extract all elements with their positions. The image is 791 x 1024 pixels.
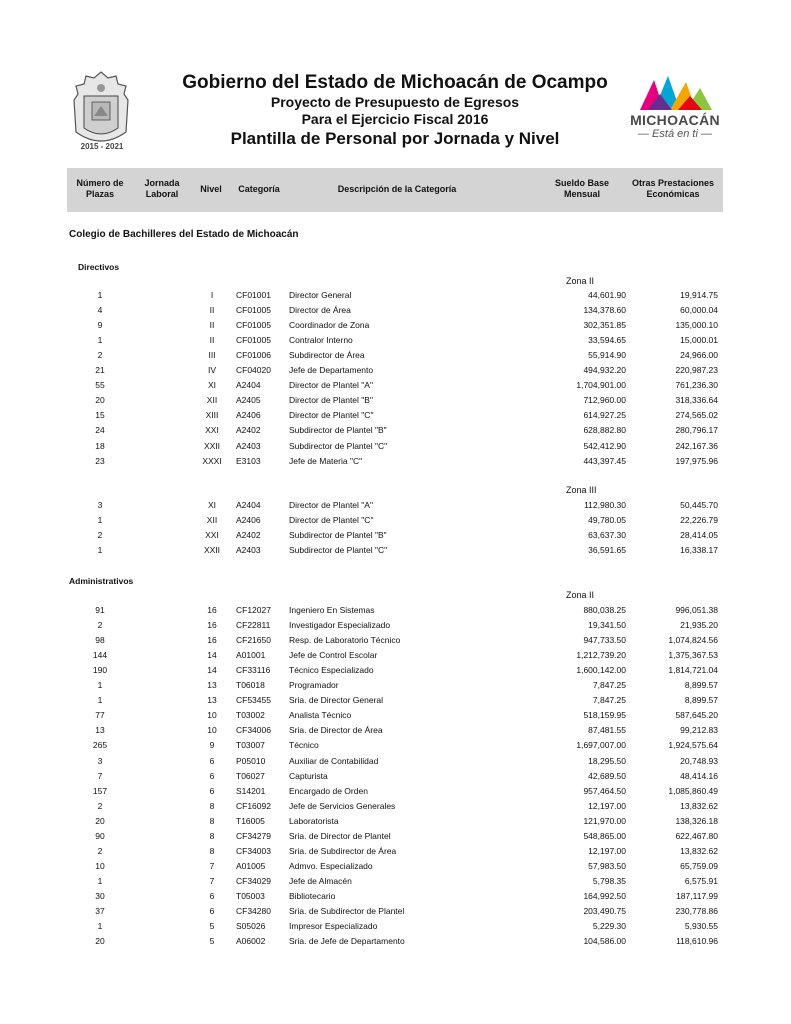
logo-tagline: — Está en ti — — [638, 128, 712, 140]
cell-descripcion: Bibliotecario — [289, 890, 336, 901]
cell-plazas: 1 — [97, 921, 103, 932]
cell-categoria: T05003 — [236, 890, 265, 901]
column-header-otras: Otras Prestaciones Económicas — [631, 178, 715, 199]
table-row — [0, 694, 791, 709]
cell-plazas: 190 — [92, 665, 108, 676]
cell-sueldo: 712,960.00 — [583, 395, 626, 406]
cell-categoria: A2403 — [236, 545, 261, 556]
cell-descripcion: Sria. de Jefe de Departamento — [289, 936, 405, 947]
cell-sueldo: 628,882.80 — [583, 425, 626, 436]
cell-categoria: CF01005 — [236, 320, 271, 331]
cell-otras: 28,414.05 — [680, 530, 718, 541]
cell-descripcion: Impresor Especializado — [289, 921, 378, 932]
cell-sueldo: 302,351.85 — [583, 320, 626, 331]
cell-categoria: CF53455 — [236, 695, 271, 706]
cell-descripcion: Encargado de Orden — [289, 785, 368, 796]
cell-categoria: A2402 — [236, 425, 261, 436]
cell-otras: 280,796.17 — [675, 425, 718, 436]
cell-plazas: 265 — [92, 740, 108, 751]
cell-nivel: XII — [206, 515, 218, 526]
cell-plazas: 4 — [97, 305, 103, 316]
table-row — [0, 664, 791, 679]
logo-wordmark: MICHOACÁN — [630, 112, 720, 128]
cell-otras: 587,645.20 — [675, 710, 718, 721]
cell-otras: 5,930.55 — [684, 921, 718, 932]
cell-plazas: 15 — [95, 410, 105, 421]
column-header-jornada: Jornada Laboral — [144, 178, 180, 199]
cell-plazas: 2 — [97, 350, 103, 361]
cell-sueldo: 957,464.50 — [583, 785, 626, 796]
table-row — [0, 860, 791, 875]
table-row — [0, 709, 791, 724]
cell-descripcion: Analista Técnico — [289, 710, 352, 721]
cell-categoria: T06027 — [236, 770, 265, 781]
cell-plazas: 90 — [95, 830, 105, 841]
cell-plazas: 98 — [95, 635, 105, 646]
cell-descripcion: Técnico Especializado — [289, 665, 374, 676]
cell-descripcion: Programador — [289, 680, 339, 691]
cell-categoria: A06002 — [236, 936, 266, 947]
cell-sueldo: 1,600,142.00 — [576, 665, 626, 676]
cell-categoria: A2406 — [236, 410, 261, 421]
cell-descripcion: Jefe de Departamento — [289, 365, 374, 376]
cell-sueldo: 5,798.35 — [592, 875, 626, 886]
cell-sueldo: 1,697,007.00 — [576, 740, 626, 751]
column-header-band — [67, 168, 723, 212]
cell-sueldo: 614,927.25 — [583, 410, 626, 421]
cell-sueldo: 542,412.90 — [583, 440, 626, 451]
cell-otras: 60,000.04 — [680, 305, 718, 316]
cell-otras: 1,375,367.53 — [668, 650, 718, 661]
cell-descripcion: Sria. de Subdirector de Área — [289, 845, 397, 856]
cell-plazas: 20 — [95, 815, 105, 826]
cell-categoria: A2402 — [236, 530, 261, 541]
table-row — [0, 604, 791, 619]
cell-otras: 761,236.30 — [675, 380, 718, 391]
table-row — [0, 649, 791, 664]
cell-plazas: 1 — [97, 695, 103, 706]
cell-descripcion: Jefe de Servicios Generales — [289, 800, 396, 811]
table-row — [0, 394, 791, 409]
cell-sueldo: 203,490.75 — [583, 906, 626, 916]
cell-categoria: E3103 — [236, 455, 261, 466]
cell-sueldo: 112,980.30 — [584, 500, 626, 510]
section-label-directivos: Directivos — [78, 262, 120, 272]
cell-sueldo: 518,159.95 — [583, 710, 626, 721]
zone-label: Zona III — [566, 485, 597, 495]
cell-otras: 242,167.36 — [675, 440, 718, 451]
cell-descripcion: Subdirector de Plantel "C" — [289, 440, 388, 451]
table-row — [0, 409, 791, 424]
cell-nivel: XXII — [203, 545, 221, 556]
cell-descripcion: Director de Plantel "A" — [289, 380, 373, 391]
cell-nivel: 8 — [209, 845, 215, 856]
cell-sueldo: 87,481.55 — [588, 725, 626, 736]
zone-label: Zona II — [566, 276, 595, 286]
cell-categoria: CF33116 — [236, 665, 271, 676]
cell-otras: 21,935.20 — [680, 620, 718, 631]
cell-categoria: A2405 — [236, 395, 261, 406]
cell-nivel: 10 — [207, 710, 217, 721]
cell-plazas: 13 — [95, 725, 105, 736]
cell-otras: 230,778.86 — [675, 906, 718, 916]
cell-otras: 622,467.80 — [675, 830, 718, 841]
cell-categoria: CF01001 — [236, 290, 271, 300]
cell-sueldo: 104,586.00 — [583, 936, 626, 947]
institution-name: Colegio de Bachilleres del Estado de Michoacán — [69, 229, 299, 240]
cell-plazas: 1 — [97, 875, 103, 886]
section-label-administrativos: Administrativos — [69, 576, 134, 586]
cell-nivel: 16 — [207, 605, 217, 615]
cell-otras: 318,336.64 — [675, 395, 718, 406]
cell-nivel: 8 — [209, 815, 215, 826]
cell-nivel: II — [209, 305, 215, 316]
cell-plazas: 2 — [97, 530, 103, 541]
cell-categoria: A01005 — [236, 860, 266, 871]
table-row — [0, 349, 791, 364]
cell-plazas: 10 — [95, 860, 105, 871]
cell-descripcion: Coordinador de Zona — [289, 320, 370, 331]
cell-otras: 99,212.83 — [680, 725, 718, 736]
cell-otras: 187,117.99 — [676, 890, 718, 901]
cell-nivel: 13 — [207, 680, 217, 691]
cell-nivel: 5 — [209, 936, 215, 947]
table-row — [0, 529, 791, 544]
cell-sueldo: 7,847.25 — [592, 680, 626, 691]
cell-categoria: CF12027 — [236, 605, 271, 615]
cell-otras: 6,575.91 — [684, 875, 718, 886]
table-row — [0, 890, 791, 905]
document-header — [150, 72, 640, 150]
cell-sueldo: 63,637.30 — [588, 530, 626, 541]
cell-otras: 197,975.96 — [675, 455, 718, 466]
table-row — [0, 875, 791, 890]
cell-nivel: 8 — [209, 830, 215, 841]
cell-categoria: A2406 — [236, 515, 261, 526]
table-row — [0, 785, 791, 800]
table-row — [0, 619, 791, 634]
cell-plazas: 1 — [97, 515, 103, 526]
cell-otras: 22,226.79 — [680, 515, 718, 526]
cell-nivel: XI — [207, 500, 217, 510]
cell-sueldo: 548,865.00 — [583, 830, 626, 841]
cell-plazas: 3 — [97, 500, 103, 510]
cell-categoria: CF34280 — [236, 906, 271, 916]
cell-plazas: 7 — [97, 770, 103, 781]
table-row — [0, 304, 791, 319]
cell-plazas: 3 — [97, 755, 103, 766]
cell-otras: 65,759.09 — [680, 860, 718, 871]
cell-categoria: A2404 — [236, 500, 261, 510]
cell-nivel: 6 — [209, 755, 215, 766]
cell-nivel: 6 — [209, 906, 215, 916]
cell-categoria: CF34003 — [236, 845, 271, 856]
cell-otras: 1,814,721.04 — [668, 665, 718, 676]
table-row — [0, 770, 791, 785]
cell-nivel: XI — [207, 380, 217, 391]
cell-plazas: 9 — [97, 320, 103, 331]
cell-descripcion: Subdirector de Plantel "C" — [289, 545, 388, 556]
cell-otras: 24,966.00 — [680, 350, 718, 361]
cell-plazas: 37 — [95, 906, 105, 916]
cell-otras: 135,000.10 — [675, 320, 718, 331]
cell-categoria: CF34279 — [236, 830, 271, 841]
cell-plazas: 1 — [97, 290, 103, 300]
cell-nivel: 9 — [209, 740, 215, 751]
cell-categoria: CF22811 — [236, 620, 271, 631]
cell-categoria: T03002 — [236, 710, 265, 721]
cell-categoria: T06018 — [236, 680, 265, 691]
cell-otras: 20,748.93 — [680, 755, 718, 766]
cell-nivel: IV — [207, 365, 217, 376]
table-row — [0, 289, 791, 304]
cell-nivel: 6 — [209, 785, 215, 796]
cell-plazas: 1 — [97, 545, 103, 556]
cell-sueldo: 134,378.60 — [583, 305, 626, 316]
cell-sueldo: 12,197.00 — [588, 845, 626, 856]
cell-otras: 8,899.57 — [684, 680, 718, 691]
cell-nivel: XXI — [205, 530, 219, 541]
cell-plazas: 55 — [95, 380, 105, 391]
cell-otras: 8,899.57 — [684, 695, 718, 706]
cell-sueldo: 7,847.25 — [592, 695, 626, 706]
cell-sueldo: 36,591.65 — [588, 545, 626, 556]
table-row — [0, 800, 791, 815]
page-subtitle-2: Para el Ejercicio Fiscal 2016 — [301, 111, 489, 127]
cell-categoria: A01001 — [236, 650, 266, 661]
cell-otras: 50,445.70 — [680, 500, 718, 510]
table-row — [0, 514, 791, 529]
cell-categoria: T03007 — [236, 740, 265, 751]
cell-nivel: 6 — [209, 890, 215, 901]
cell-categoria: CF34029 — [236, 875, 271, 886]
cell-sueldo: 49,780.05 — [588, 515, 626, 526]
cell-plazas: 91 — [95, 605, 105, 615]
cell-plazas: 1 — [97, 335, 103, 346]
cell-otras: 19,914.75 — [680, 290, 718, 300]
table-row — [0, 379, 791, 394]
cell-descripcion: Capturista — [289, 770, 328, 781]
cell-plazas: 21 — [95, 365, 105, 376]
cell-otras: 13,832.62 — [680, 845, 718, 856]
cell-plazas: 2 — [97, 800, 103, 811]
cell-sueldo: 880,038.25 — [583, 605, 626, 615]
cell-descripcion: Sria. de Director General — [289, 695, 384, 706]
cell-nivel: 13 — [207, 695, 217, 706]
table-row — [0, 755, 791, 770]
cell-sueldo: 55,914.90 — [588, 350, 626, 361]
cell-descripcion: Auxiliar de Contabilidad — [289, 755, 379, 766]
cell-categoria: CF34006 — [236, 725, 271, 736]
zone-label: Zona II — [566, 590, 595, 600]
cell-categoria: CF01006 — [236, 350, 271, 361]
cell-categoria: S14201 — [236, 785, 266, 796]
cell-categoria: A2404 — [236, 380, 261, 391]
table-row — [0, 920, 791, 935]
cell-nivel: III — [208, 350, 216, 361]
cell-otras: 220,987.23 — [675, 365, 718, 376]
cell-otras: 13,832.62 — [680, 800, 718, 811]
cell-descripcion: Sria. de Director de Área — [289, 725, 383, 736]
table-row — [0, 634, 791, 649]
cell-nivel: XXII — [203, 440, 221, 451]
cell-descripcion: Resp. de Laboratorio Técnico — [289, 635, 401, 646]
cell-otras: 1,085,860.49 — [668, 785, 718, 796]
cell-plazas: 77 — [95, 710, 105, 721]
page-subtitle-3: Plantilla de Personal por Jornada y Nivel — [230, 129, 560, 148]
column-header-sueldo: Sueldo Base Mensual — [554, 178, 610, 199]
cell-sueldo: 44,601.90 — [588, 290, 626, 300]
cell-plazas: 144 — [92, 650, 108, 661]
table-row — [0, 440, 791, 455]
table-row — [0, 830, 791, 845]
cell-sueldo: 18,295.50 — [588, 755, 626, 766]
cell-descripcion: Director General — [289, 290, 352, 300]
cell-sueldo: 33,594.65 — [588, 335, 626, 346]
table-row — [0, 845, 791, 860]
cell-sueldo: 5,229.30 — [592, 921, 626, 932]
cell-categoria: P05010 — [236, 755, 266, 766]
table-row — [0, 679, 791, 694]
cell-sueldo: 57,983.50 — [588, 860, 626, 871]
cell-plazas: 2 — [97, 620, 103, 631]
cell-nivel: 7 — [209, 875, 215, 886]
cell-sueldo: 121,970.00 — [583, 815, 626, 826]
cell-categoria: T16005 — [236, 815, 265, 826]
cell-descripcion: Técnico — [289, 740, 319, 751]
cell-nivel: XXXI — [202, 455, 222, 466]
cell-sueldo: 19,341.50 — [588, 620, 626, 631]
table-row — [0, 739, 791, 754]
cell-descripcion: Director de Área — [289, 305, 351, 316]
table-row — [0, 544, 791, 559]
table-row — [0, 815, 791, 830]
cell-descripcion: Director de Plantel "A" — [289, 500, 373, 510]
cell-sueldo: 164,992.50 — [583, 890, 626, 901]
cell-descripcion: Laboratorista — [289, 815, 339, 826]
table-row — [0, 905, 791, 920]
cell-plazas: 20 — [95, 936, 105, 947]
cell-descripcion: Jefe de Almacén — [289, 875, 352, 886]
cell-sueldo: 494,932.20 — [583, 365, 626, 376]
column-header-plazas: Número de Plazas — [76, 178, 124, 199]
cell-otras: 48,414.16 — [680, 770, 718, 781]
table-row — [0, 455, 791, 470]
cell-categoria: S05026 — [236, 921, 266, 932]
cell-descripcion: Admvo. Especializado — [289, 860, 373, 871]
cell-nivel: 6 — [209, 770, 215, 781]
cell-categoria: CF16092 — [236, 800, 271, 811]
cell-nivel: 16 — [207, 635, 217, 646]
cell-plazas: 24 — [95, 425, 105, 436]
cell-nivel: I — [210, 290, 214, 300]
cell-otras: 16,338.17 — [680, 545, 718, 556]
cell-categoria: CF21650 — [236, 635, 271, 646]
cell-descripcion: Sria. de Subdirector de Plantel — [289, 906, 405, 916]
cell-nivel: XII — [206, 395, 218, 406]
cell-sueldo: 42,689.50 — [588, 770, 626, 781]
cell-plazas: 18 — [95, 440, 105, 451]
cell-sueldo: 443,397.45 — [583, 455, 626, 466]
cell-otras: 996,051.38 — [675, 605, 718, 615]
table-row — [0, 724, 791, 739]
cell-otras: 274,565.02 — [675, 410, 718, 421]
cell-categoria: CF01005 — [236, 335, 271, 346]
cell-nivel: II — [209, 335, 215, 346]
cell-descripcion: Director de Plantel "B" — [289, 395, 373, 406]
table-row — [0, 334, 791, 349]
cell-otras: 15,000.01 — [680, 335, 718, 346]
cell-nivel: 8 — [209, 800, 215, 811]
cell-sueldo: 1,212,739.20 — [576, 650, 626, 661]
cell-nivel: 5 — [209, 921, 215, 932]
cell-sueldo: 12,197.00 — [588, 800, 626, 811]
column-header-categoria: Categoría — [238, 184, 280, 194]
table-row — [0, 935, 791, 950]
cell-descripcion: Subdirector de Área — [289, 350, 365, 361]
cell-nivel: 14 — [207, 650, 217, 661]
cell-nivel: XXI — [205, 425, 219, 436]
cell-otras: 1,924,575.64 — [668, 740, 718, 751]
column-header-nivel: Nivel — [200, 184, 222, 194]
cell-categoria: CF04020 — [236, 365, 271, 376]
cell-nivel: 16 — [207, 620, 217, 631]
cell-descripcion: Investigador Especializado — [289, 620, 391, 631]
cell-nivel: 10 — [207, 725, 217, 736]
cell-nivel: II — [209, 320, 215, 331]
cell-nivel: 14 — [207, 665, 217, 676]
cell-descripcion: Subdirector de Plantel "B" — [289, 425, 387, 436]
cell-plazas: 20 — [95, 395, 105, 406]
table-row — [0, 364, 791, 379]
cell-plazas: 1 — [97, 680, 103, 691]
cell-otras: 1,074,824.56 — [668, 635, 718, 646]
cell-sueldo: 947,733.50 — [583, 635, 626, 646]
cell-sueldo: 1,704,901.00 — [576, 380, 626, 391]
cell-descripcion: Ingeniero En Sistemas — [289, 605, 375, 615]
table-row — [0, 424, 791, 439]
cell-descripcion: Jefe de Control Escolar — [289, 650, 378, 661]
table-row — [0, 499, 791, 514]
cell-plazas: 157 — [92, 785, 108, 796]
cell-plazas: 30 — [95, 890, 105, 901]
cell-descripcion: Contralor Interno — [289, 335, 353, 346]
cell-nivel: XIII — [205, 410, 219, 421]
cell-categoria: A2403 — [236, 440, 261, 451]
page-subtitle-1: Proyecto de Presupuesto de Egresos — [270, 94, 520, 110]
cell-plazas: 23 — [95, 455, 105, 466]
cell-descripcion: Sria. de Director de Plantel — [289, 830, 391, 841]
cell-nivel: 7 — [209, 860, 215, 871]
cell-descripcion: Director de Plantel "C" — [289, 515, 374, 526]
cell-descripcion: Jefe de Materia "C" — [289, 455, 363, 466]
page-title: Gobierno del Estado de Michoacán de Ocampo — [182, 72, 608, 93]
column-header-descripcion: Descripción de la Categoría — [337, 184, 457, 194]
cell-otras: 118,610.96 — [676, 936, 718, 947]
cell-descripcion: Director de Plantel "C" — [289, 410, 374, 421]
cell-plazas: 2 — [97, 845, 103, 856]
seal-years: 2015 - 2021 — [80, 142, 124, 151]
table-row — [0, 319, 791, 334]
cell-descripcion: Subdirector de Plantel "B" — [289, 530, 387, 541]
cell-categoria: CF01005 — [236, 305, 271, 316]
cell-otras: 138,326.18 — [675, 815, 718, 826]
